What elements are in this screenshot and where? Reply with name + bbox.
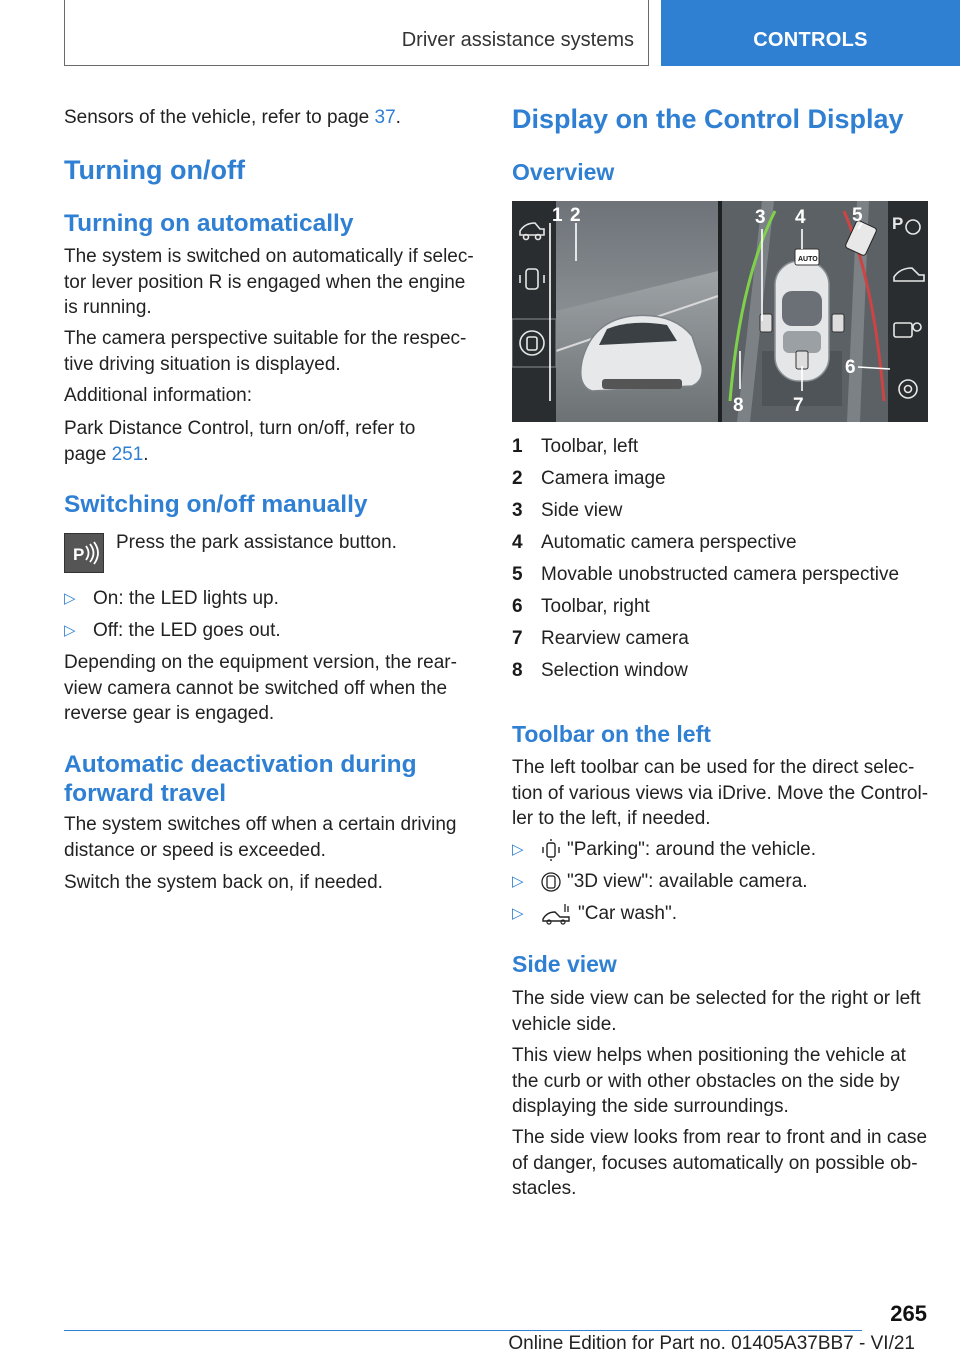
bullet-triangle-icon: ▷ [512,873,524,890]
footer-rule [64,1330,862,1331]
callout-4: 4 [795,207,806,228]
footer-edition: Online Edition for Part no. 01405A37BB7 - VI/21 [508,1333,915,1354]
bullet-triangle-icon: ▷ [512,905,524,922]
auto-paragraph-1: The system is switched on automatically if selec- tor lever position R is engaged when the engine is running. [64,246,474,318]
toolbar-paragraph: The left toolbar can be used for the direct selec- tion of various views via iDrive. Move the Control- ler to the left, if needed. [512,757,929,829]
page-link-37[interactable]: 37 [374,107,396,128]
bullet-triangle-icon: ▷ [512,841,524,858]
callout-7: 7 [793,395,804,416]
callout-6: 6 [845,357,856,378]
auto-paragraph-3: Additional information: [64,385,252,406]
3d-view-icon [541,870,561,894]
park-assist-button-icon [64,533,104,573]
manual-button-text: Press the park assistance button. [116,532,397,553]
chapter-tab [661,0,960,66]
callout-1: 1 [552,205,563,226]
svg-text:P: P [73,545,85,564]
svg-text:P: P [892,214,904,233]
heading-side-view: Side view [512,951,617,977]
callout-5: 5 [852,205,863,226]
section-tab [64,0,649,66]
page-link-251[interactable]: 251 [111,443,144,465]
heading-switching-manually: Switching on/off manually [64,491,368,518]
heading-toolbar-left: Toolbar on the left [512,721,711,747]
manual-paragraph: Depending on the equipment version, the rear- view camera cannot be switched off when the reverse gear is engaged. [64,652,457,724]
side-paragraph-3: The side view looks from rear to front and in case of danger, focuses automatically on possible ob- stacles. [512,1127,928,1199]
auto-paragraph-4: Park Distance Control, turn on/off, refer to page 251. [64,418,416,465]
heading-display-control-display: Display on the Control Display [512,104,904,134]
callout-2: 2 [570,205,581,226]
heading-turning-on-off: Turning on/off [64,155,245,185]
bullet-triangle-icon: ▷ [64,622,76,639]
deact-paragraph-2: Switch the system back on, if needed. [64,872,383,893]
intro-paragraph: Sensors of the vehicle, refer to page 37. [64,107,401,128]
page-number: 265 [890,1301,927,1326]
heading-automatic-deactivation: Automatic deactivation during forward travel [64,751,417,807]
camera-display-illustration [512,201,928,422]
car-wash-icon [541,902,573,926]
heading-overview: Overview [512,159,615,185]
parking-view-icon [541,838,561,862]
callout-3: 3 [755,207,766,228]
page-header [0,0,960,66]
chapter-title: CONTROLS [753,29,868,51]
callout-8: 8 [733,395,744,416]
auto-paragraph-2: The camera perspective suitable for the respec- tive driving situation is displayed. [64,328,467,375]
deact-paragraph-1: The system switches off when a certain driving distance or speed is exceeded. [64,814,457,861]
bullet-triangle-icon: ▷ [64,590,76,607]
side-paragraph-2: This view helps when positioning the vehicle at the curb or with other obstacles on the side by displaying the side surroundings. [512,1045,906,1117]
heading-turning-on-automatically: Turning on automatically [64,210,354,237]
auto-badge: AUTO [798,256,818,263]
section-title: Driver assistance systems [401,29,634,51]
side-paragraph-1: The side view can be selected for the right or left vehicle side. [512,988,921,1035]
